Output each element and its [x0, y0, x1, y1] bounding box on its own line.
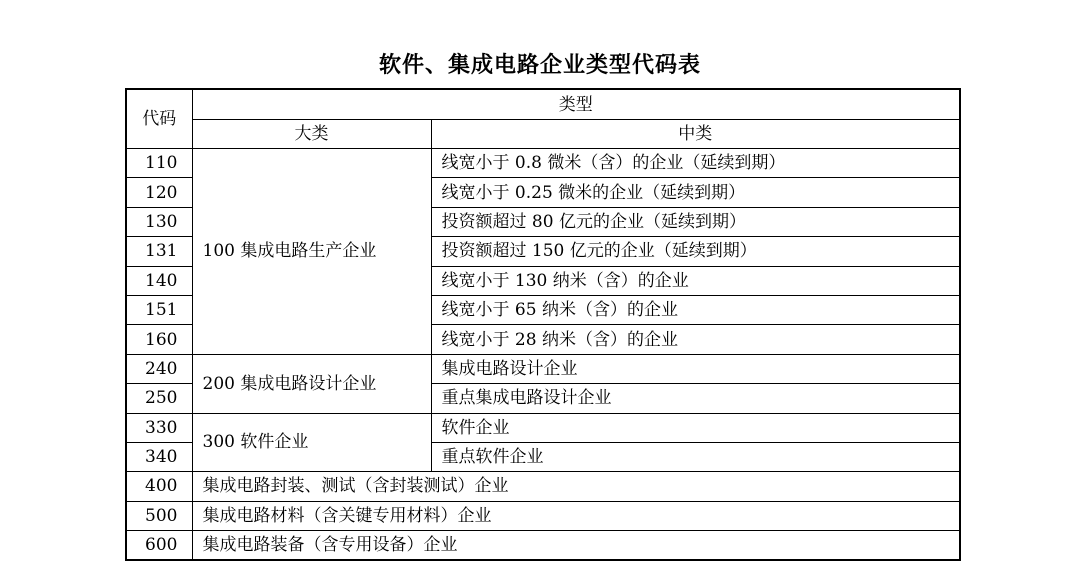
code-cell: 151 [126, 295, 192, 324]
code-cell: 500 [126, 501, 192, 530]
mid-category-cell: 线宽小于 0.25 微米的企业（延续到期） [431, 178, 960, 207]
header-row [126, 120, 960, 149]
table-row [126, 354, 960, 383]
enterprise-type-code-table [125, 88, 961, 561]
category-description-cell: 集成电路材料（含关键专用材料）企业 [192, 501, 960, 530]
code-cell: 120 [126, 178, 192, 207]
mid-category-cell: 线宽小于 0.8 微米（含）的企业（延续到期） [431, 149, 960, 178]
code-cell: 400 [126, 472, 192, 501]
code-cell: 250 [126, 384, 192, 413]
major-category-cell: 300 软件企业 [192, 413, 431, 472]
header-mid: 中类 [431, 120, 960, 149]
mid-category-cell: 线宽小于 28 纳米（含）的企业 [431, 325, 960, 354]
table-row [126, 149, 960, 178]
header-code: 代码 [126, 89, 192, 149]
code-cell: 131 [126, 237, 192, 266]
code-cell: 140 [126, 266, 192, 295]
header-row [126, 89, 960, 120]
mid-category-cell: 线宽小于 65 纳米（含）的企业 [431, 295, 960, 324]
mid-category-cell: 集成电路设计企业 [431, 354, 960, 383]
mid-category-cell: 投资额超过 80 亿元的企业（延续到期） [431, 207, 960, 236]
code-cell: 240 [126, 354, 192, 383]
code-cell: 130 [126, 207, 192, 236]
mid-category-cell: 软件企业 [431, 413, 960, 442]
mid-category-cell: 重点软件企业 [431, 442, 960, 471]
mid-category-cell: 投资额超过 150 亿元的企业（延续到期） [431, 237, 960, 266]
header-major: 大类 [192, 120, 431, 149]
code-cell: 340 [126, 442, 192, 471]
table-row [126, 472, 960, 501]
header-type: 类型 [192, 89, 960, 120]
page-title: 软件、集成电路企业类型代码表 [378, 53, 701, 78]
code-cell: 110 [126, 149, 192, 178]
code-cell: 330 [126, 413, 192, 442]
table-row [126, 501, 960, 530]
code-cell: 160 [126, 325, 192, 354]
category-description-cell: 集成电路封装、测试（含封装测试）企业 [192, 472, 960, 501]
category-description-cell: 集成电路装备（含专用设备）企业 [192, 531, 960, 561]
table-row [126, 413, 960, 442]
mid-category-cell: 线宽小于 130 纳米（含）的企业 [431, 266, 960, 295]
code-cell: 600 [126, 531, 192, 561]
table-row [126, 531, 960, 561]
major-category-cell: 200 集成电路设计企业 [192, 354, 431, 413]
mid-category-cell: 重点集成电路设计企业 [431, 384, 960, 413]
major-category-cell: 100 集成电路生产企业 [192, 149, 431, 355]
